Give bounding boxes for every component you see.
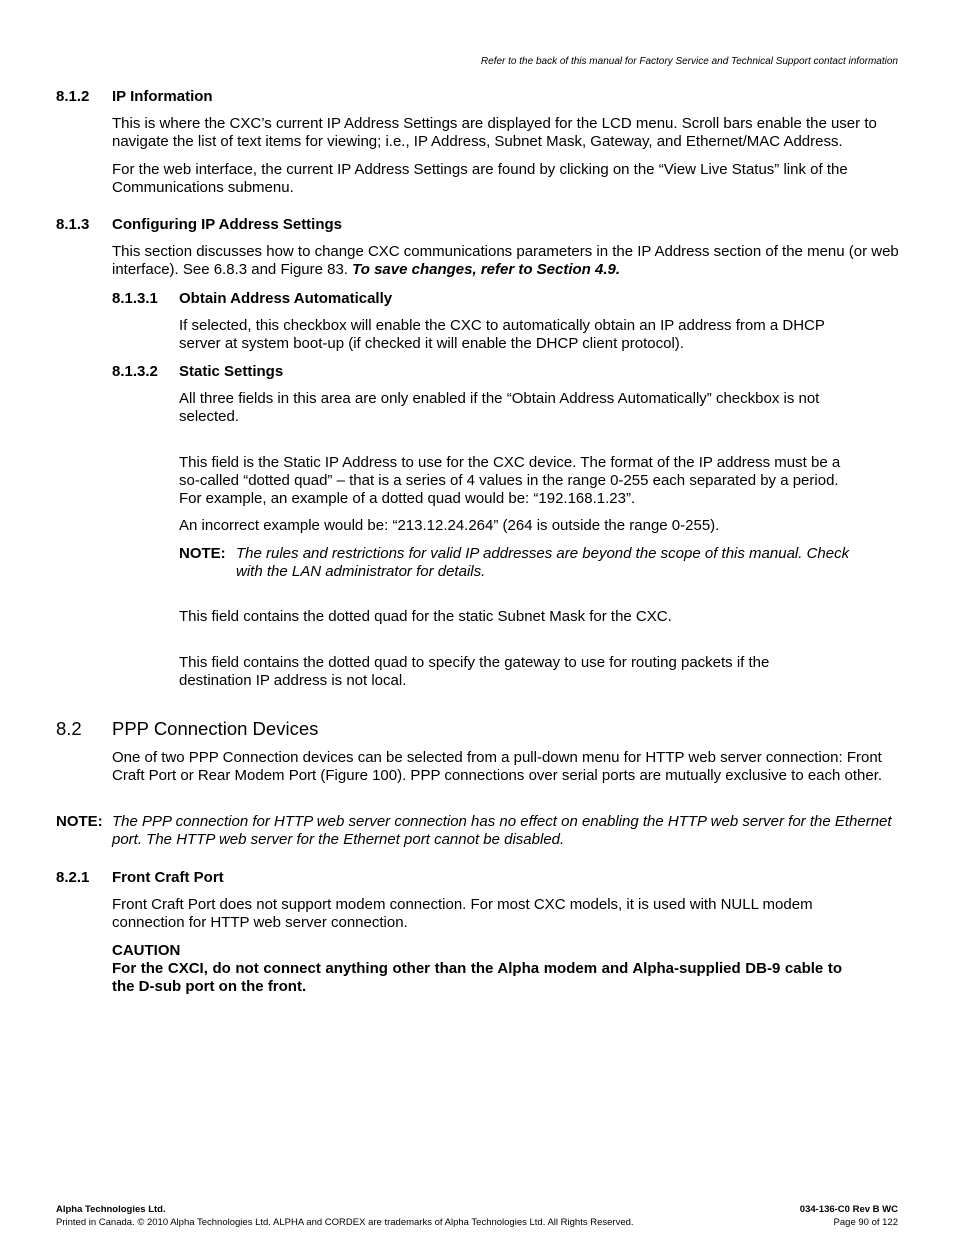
section-number: 8.1.3.1 [112,290,158,307]
paragraph: All three fields in this area are only enabled if the “Obtain Address Automatically” checkbox is not selected. [179,390,820,425]
section-number: 8.1.3.2 [112,363,158,380]
section-8-2-1-heading [56,869,224,886]
section-8-1-3-2-heading [112,363,283,380]
paragraph: For the web interface, the current IP Address Settings are found by clicking on the “View Live Status” link of the Communications submenu. [112,161,848,196]
section-title: Static Settings [179,363,284,380]
section-title: IP Information [112,88,213,105]
paragraph: If selected, this checkbox will enable the CXC to automatically obtain an IP address from a DHCP server at system boot-up (if checked it will enable the DHCP client protocol). [179,317,825,352]
section-number: 8.2.1 [56,869,90,886]
footer-company: Alpha Technologies Ltd. [56,1204,166,1215]
note-label: NOTE: [179,545,226,562]
paragraph: This field contains the dotted quad to specify the gateway to use for routing packets if the destination IP address is not local. [179,654,770,689]
section-number: 8.1.3 [56,216,90,233]
section-8-1-3-heading [56,216,342,233]
note [56,813,902,849]
note [179,545,859,581]
section-8-1-2-heading [56,88,213,105]
note-text: The PPP connection for HTTP web server connection has no effect on enabling the HTTP web server for the Ethernet port. The HTTP web server for the Ethernet port cannot be disabled. [112,813,892,848]
paragraph [112,243,902,279]
footer-copyright: Printed in Canada. © 2010 Alpha Technologies Ltd. ALPHA and CORDEX are trademarks of Alpha Technologies Ltd. All Rights Reserved. [56,1217,634,1228]
section-title: PPP Connection Devices [112,718,319,739]
header-contact-note: Refer to the back of this manual for Factory Service and Technical Support contact information [480,56,898,67]
section-number: 8.2 [56,718,82,739]
paragraph: An incorrect example would be: “213.12.24.264” (264 is outside the range 0-255). [179,517,720,534]
paragraph: This field is the Static IP Address to use for the CXC device. The format of the IP address must be a so-called “dotted quad” – that is a series of 4 values in the range 0-255 each separated by a period. For example, an example of a dotted quad would be: “192.168.1.23”. [179,454,841,507]
section-8-2-heading [56,718,318,740]
note-text: The rules and restrictions for valid IP addresses are beyond the scope of this manual. Check with the LAN administrator for details. [236,545,850,580]
section-title: Obtain Address Automatically [179,290,393,307]
section-number: 8.1.2 [56,88,90,105]
paragraph: Front Craft Port does not support modem connection. For most CXC models, it is used with NULL modem connection for HTTP web server connection. [112,896,813,931]
note-label: NOTE: [56,813,103,830]
caution-text: For the CXCI, do not connect anything other than the Alpha modem and Alpha-supplied DB-9 cable to the D-sub port on the front. [112,960,842,995]
footer-doc-number: 034-136-C0 Rev B WC [799,1204,898,1215]
footer-page-number: Page 90 of 122 [833,1217,898,1228]
paragraph-text: This section discusses how to change CXC communications parameters in the IP Address section of the menu (or web interface). See 6.8.3 and Figure 83. [112,243,899,278]
paragraph: One of two PPP Connection devices can be selected from a pull-down menu for HTTP web server connection: Front Craft Port or Rear Modem Port (Figure 100). PPP connections over serial ports are mutually exclusive to each other. [112,749,883,784]
section-8-1-3-1-heading [112,290,392,307]
paragraph: This field contains the dotted quad for the static Subnet Mask for the CXC. [179,608,672,625]
save-changes-reference: To save changes, refer to Section 4.9. [352,261,621,278]
paragraph: This is where the CXC’s current IP Address Settings are displayed for the LCD menu. Scroll bars enable the user to navigate the list of text items for viewing; i.e., IP Address, Subnet Mask, Gateway, and Ethernet/MAC Address. [112,115,877,150]
section-title: Configuring IP Address Settings [112,216,343,233]
section-title: Front Craft Port [112,869,224,886]
caution-label: CAUTION [112,942,181,959]
